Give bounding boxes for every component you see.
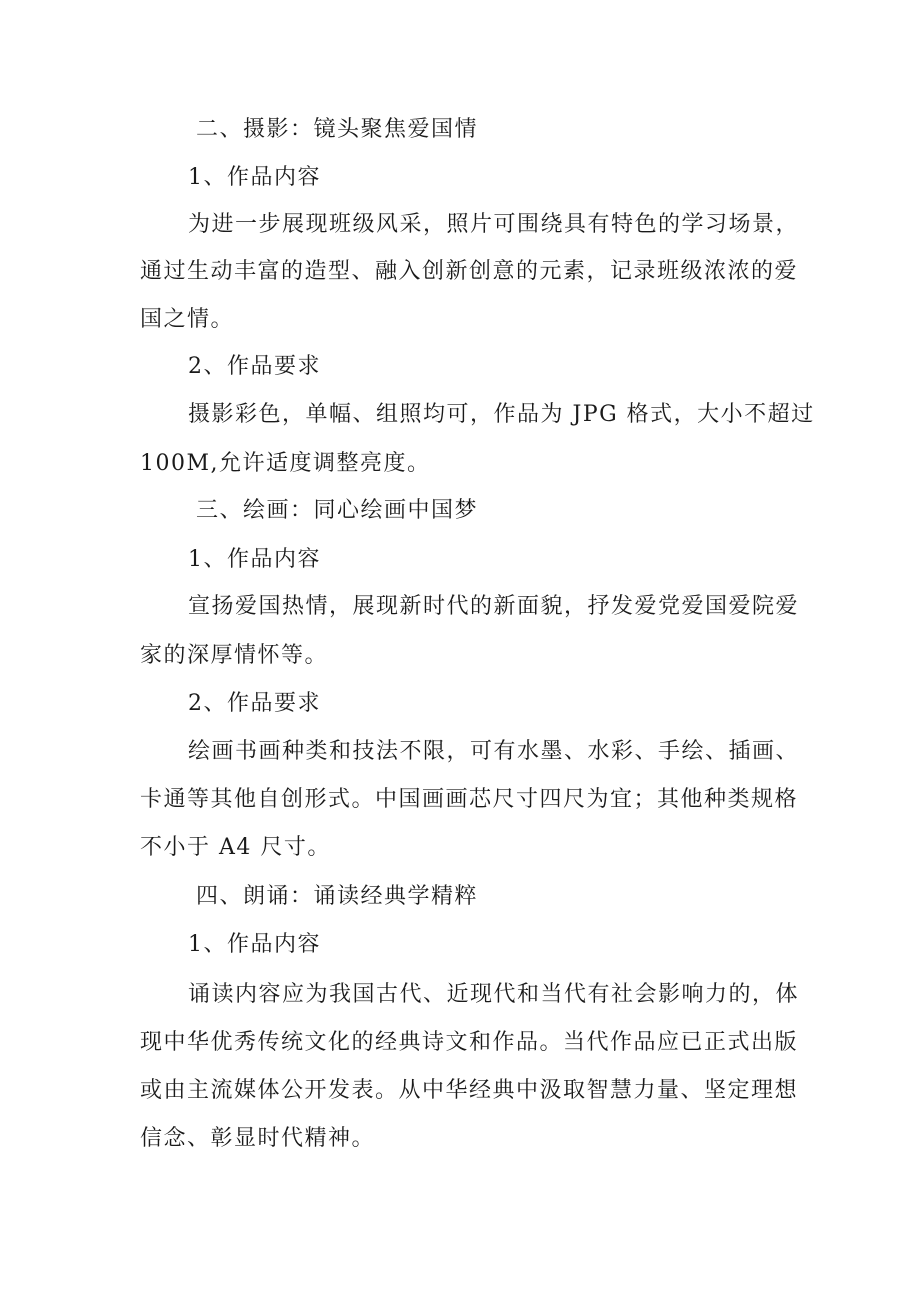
photography-requirements-title: 2、作品要求	[188, 354, 321, 379]
painting-requirements-title: 2、作品要求	[188, 691, 321, 716]
painting-content-line: 家的深厚情怀等。	[140, 643, 329, 668]
section-heading-recitation: 四、朗诵：诵读经典学精粹	[196, 884, 479, 909]
painting-requirements-line: 不小于 A4 尺寸。	[140, 835, 331, 860]
section-heading-painting: 三、绘画：同心绘画中国梦	[196, 498, 479, 523]
photography-content-title: 1、作品内容	[188, 165, 321, 190]
recitation-content-line: 信念、彰显时代精神。	[140, 1126, 376, 1151]
painting-content-line: 宣扬爱国热情，展现新时代的新面貌，抒发爱党爱国爱院爱	[188, 594, 800, 619]
photography-content-line: 通过生动丰富的造型、融入创新创意的元素，记录班级浓浓的爱	[140, 259, 799, 284]
section-heading-photography: 二、摄影：镜头聚焦爱国情	[196, 117, 479, 142]
recitation-content-line: 诵读内容应为我国古代、近现代和当代有社会影响力的，体	[188, 982, 800, 1007]
photography-content-line: 国之情。	[140, 307, 235, 332]
recitation-content-line: 现中华优秀传统文化的经典诗文和作品。当代作品应已正式出版	[140, 1030, 799, 1055]
photography-requirements-line: 100M,允许适度调整亮度。	[140, 451, 431, 476]
painting-content-title: 1、作品内容	[188, 547, 321, 572]
painting-requirements-line: 绘画书画种类和技法不限，可有水墨、水彩、手绘、插画、	[188, 739, 800, 764]
recitation-content-line: 或由主流媒体公开发表。从中华经典中汲取智慧力量、坚定理想	[140, 1078, 799, 1103]
painting-requirements-line: 卡通等其他自创形式。中国画画芯尺寸四尺为宜；其他种类规格	[140, 787, 799, 812]
photography-content-line: 为进一步展现班级风采，照片可围绕具有特色的学习场景，	[188, 212, 800, 237]
recitation-content-title: 1、作品内容	[188, 932, 321, 957]
photography-requirements-line: 摄影彩色，单幅、组照均可，作品为 JPG 格式，大小不超过	[188, 402, 815, 427]
